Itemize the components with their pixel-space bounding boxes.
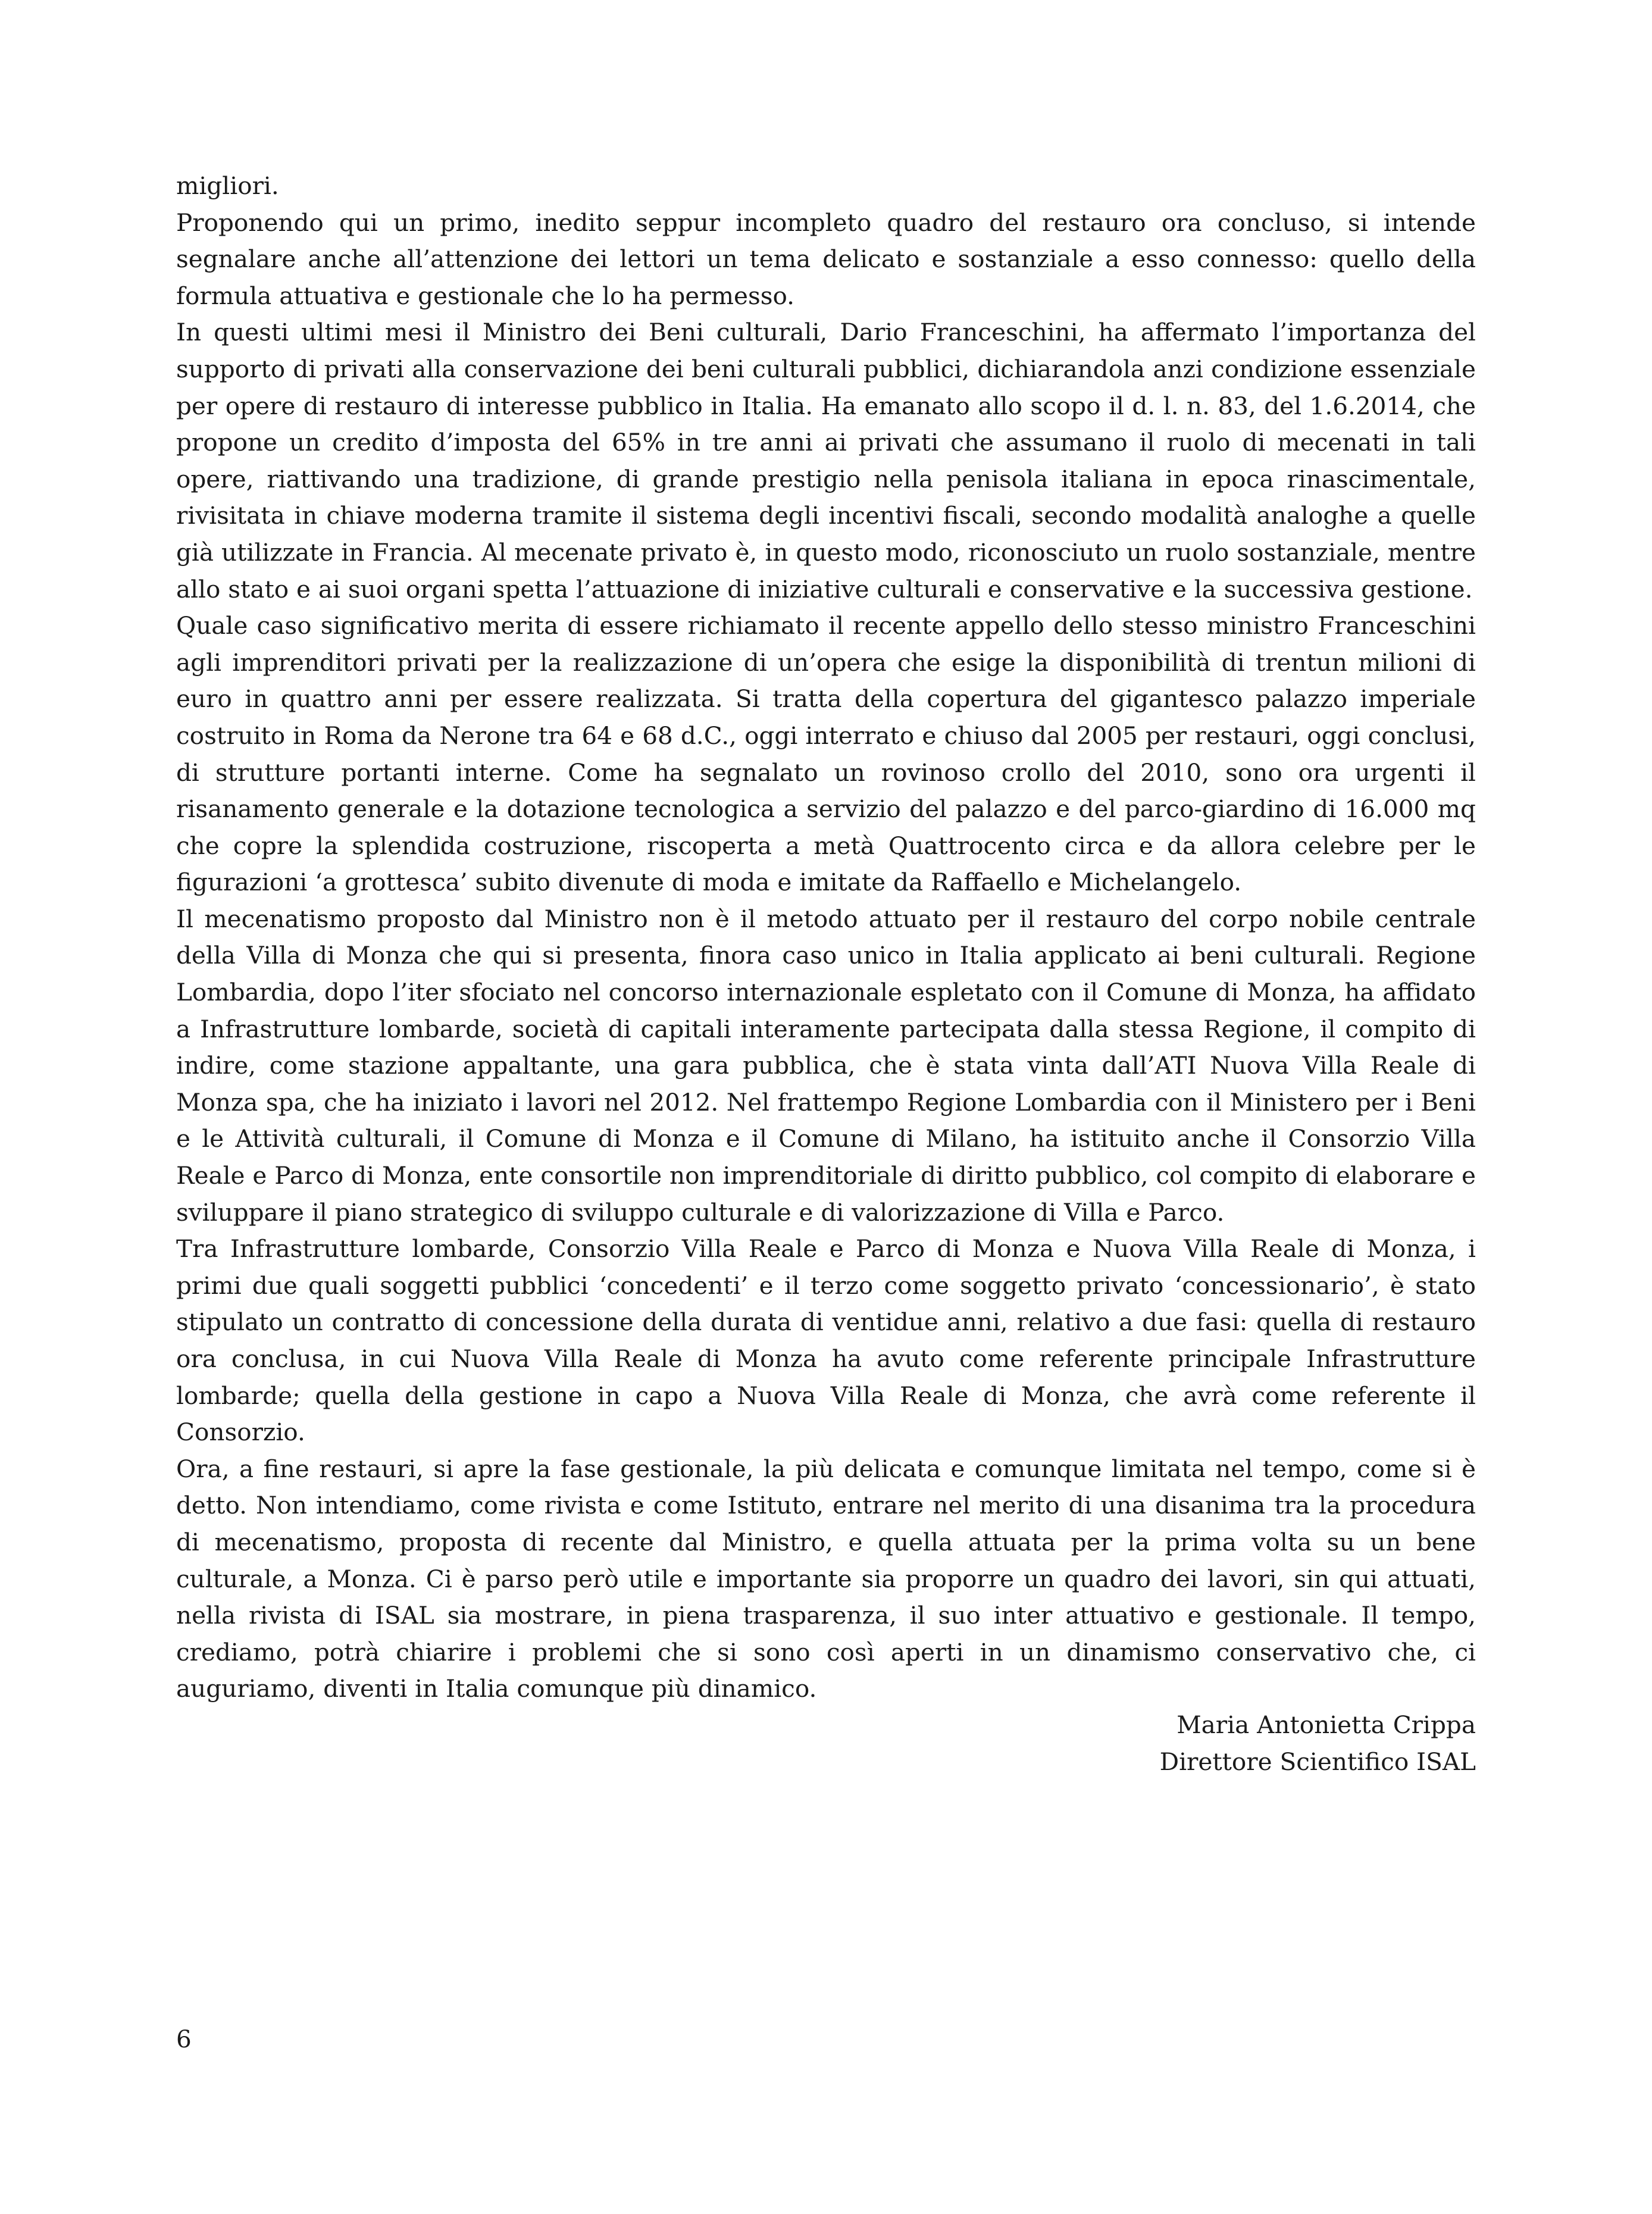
paragraph: Proponendo qui un primo, inedito seppur incompleto quadro del restauro ora concluso, si intende segnalare anche all’attenzione dei lettori un tema delicato e sostanziale a esso connesso: quello della formula attuativa e gestionale che lo ha permesso. [176, 208, 1476, 310]
paragraph: Il mecenatismo proposto dal Ministro non è il metodo attuato per il restauro del corpo nobile centrale della Villa di Monza che qui si presenta, finora caso unico in Italia applicato ai beni culturali. Regione Lombardia, dopo l’iter sfociato nel concorso internazionale espletato con il Comune di Monza, ha affidato a Infrastrutture lombarde, società di capitali interamente partecipata dalla stessa Regione, il compito di indire, come stazione appaltante, una gara pubblica, che è stata vinta dall’ATI Nuova Villa Reale di Monza spa, che ha iniziato i lavori nel 2012. Nel frattempo Regione Lombardia con il Ministero per i Beni e le Attività culturali, il Comune di Monza e il Comune di Milano, ha istituito anche il Consorzio Villa Reale e Parco di Monza, ente consortile non imprenditoriale di diritto pubblico, col compito di elaborare e sviluppare il piano strategico di sviluppo culturale e di valorizzazione di Villa e Parco. [176, 904, 1476, 1227]
paragraph: Tra Infrastrutture lombarde, Consorzio Villa Reale e Parco di Monza e Nuova Villa Reale di Monza, i primi due quali soggetti pubblici ‘concedenti’ e il terzo come soggetto privato ‘concessionario’, è stato stipulato un contratto di concessione della durata di ventidue anni, relativo a due fasi: quella di restauro ora conclusa, in cui Nuova Villa Reale di Monza ha avuto come referente principale Infrastrutture lombarde; quella della gestione in capo a Nuova Villa Reale di Monza, che avrà come referente il Consorzio. [176, 1234, 1476, 1447]
paragraph: Quale caso significativo merita di essere richiamato il recente appello dello stesso ministro Franceschini agli imprenditori privati per la realizzazione di un’opera che esige la disponibilità di trentun milioni di euro in quattro anni per essere realizzata. Si tratta della copertura del gigantesco palazzo imperiale costruito in Roma da Nerone tra 64 e 68 d.C., oggi interrato e chiuso dal 2005 per restauri, oggi conclusi, di strutture portanti interne. Come ha segnalato un rovinoso crollo del 2010, sono ora urgenti il risanamento generale e la dotazione tecnologica a servizio del palazzo e del parco-giardino di 16.000 mq che copre la splendida costruzione, riscoperta a metà Quattrocento circa e da allora celebre per le figurazioni ‘a grottesca’ subito divenute di moda e imitate da Raffaello e Michelangelo. [176, 611, 1476, 897]
paragraph: In questi ultimi mesi il Ministro dei Beni culturali, Dario Franceschini, ha affermato l’importanza del supporto di privati alla conservazione dei beni culturali pubblici, dichiarandola anzi condizione essenziale per opere di restauro di interesse pubblico in Italia. Ha emanato allo scopo il d. l. n. 83, del 1.6.2014, che propone un credito d’imposta del 65% in tre anni ai privati che assumano il ruolo di mecenati in tali opere, riattivando una tradizione, di grande prestigio nella penisola italiana in epoca rinascimentale, rivisitata in chiave moderna tramite il sistema degli incentivi fiscali, secondo modalità analoghe a quelle già utilizzate in Francia. Al mecenate privato è, in questo modo, riconosciuto un ruolo sostanziale, mentre allo stato e ai suoi organi spetta l’attuazione di iniziative culturali e conservative e la successiva gestione. [176, 318, 1476, 603]
page-number: 6 [176, 2025, 192, 2053]
paragraph: Ora, a fine restauri, si apre la fase gestionale, la più delicata e comunque limitata nel tempo, come si è detto. Non intendiamo, come rivista e come Istituto, entrare nel merito di una disanima tra la procedura di mecenatismo, proposta di recente dal Ministro, e quella attuata per la prima volta su un bene culturale, a Monza. Ci è parso però utile e importante sia proporre un quadro dei lavori, sin qui attuati, nella rivista di ISAL sia mostrare, in piena trasparenza, il suo inter attuativo e gestionale. Il tempo, crediamo, potrà chiarire i problemi che si sono così aperti in un dinamismo conservativo che, ci auguriamo, diventi in Italia comunque più dinamico. [176, 1454, 1476, 1703]
author-name: Maria Antonietta Crippa [1177, 1710, 1476, 1739]
signature-block [1160, 1707, 1476, 1780]
paragraph: migliori. [176, 171, 279, 200]
author-role: Direttore Scientifico ISAL [1159, 1747, 1476, 1776]
body-text [176, 168, 1476, 1708]
